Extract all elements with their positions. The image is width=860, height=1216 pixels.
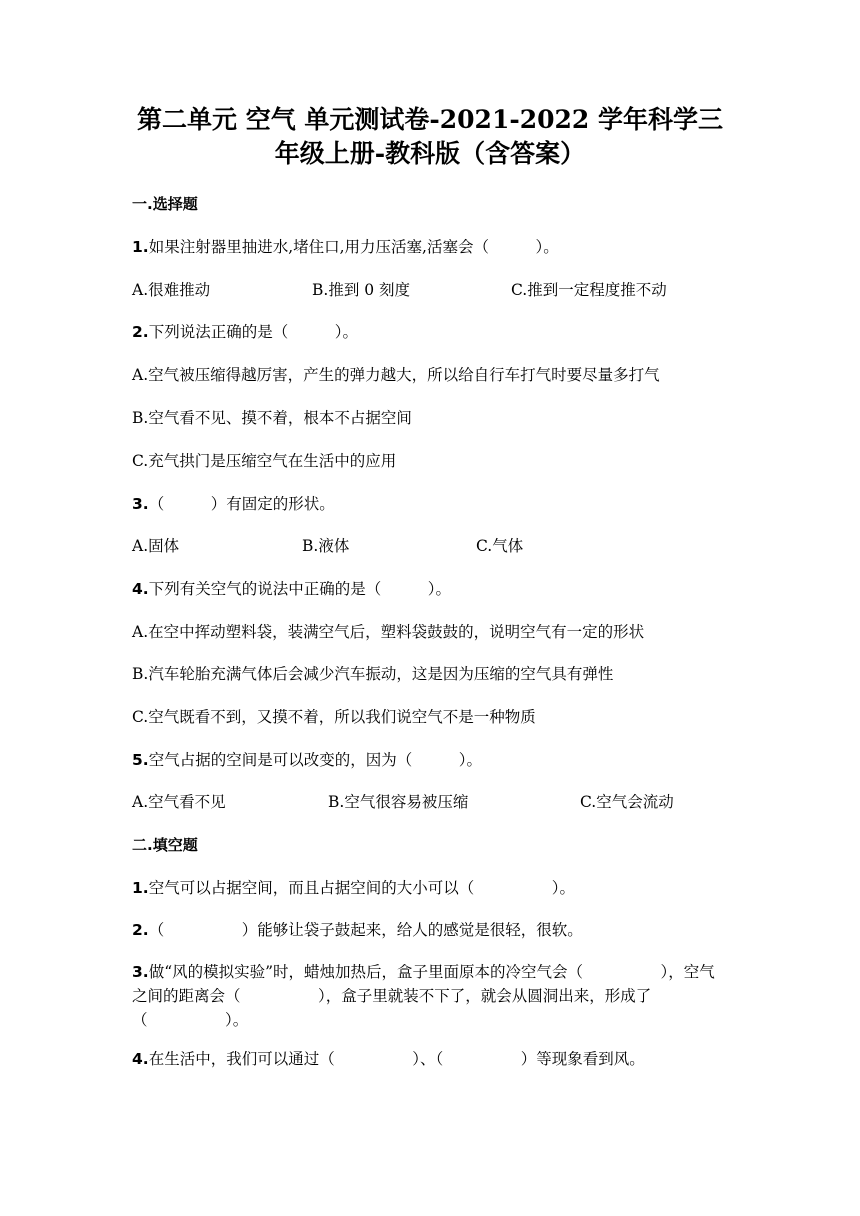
option-b: B.液体 bbox=[302, 537, 350, 555]
option-c: C.气体 bbox=[476, 537, 524, 555]
question-number: 5. bbox=[132, 751, 149, 769]
option-a: A.很难推动 bbox=[132, 281, 211, 299]
section-heading-fill: 二.填空题 bbox=[132, 836, 198, 854]
question-number: 4. bbox=[132, 1050, 149, 1068]
question-number: 2. bbox=[132, 323, 149, 341]
option-b: B.推到 0 刻度 bbox=[312, 281, 411, 299]
section-heading-choice: 一.选择题 bbox=[132, 195, 198, 213]
option-b: B.空气很容易被压缩 bbox=[328, 793, 469, 811]
question-number: 3. bbox=[132, 495, 149, 513]
question-text: 空气占据的空间是可以改变的，因为（ ）。 bbox=[148, 751, 482, 769]
question-number: 1. bbox=[132, 238, 149, 256]
question-text: （ ）有固定的形状。 bbox=[148, 495, 335, 513]
title-line-2: 年级上册-教科版（含答案） bbox=[274, 139, 586, 168]
fill-question-4 bbox=[132, 1048, 772, 1070]
option-a: A.固体 bbox=[132, 537, 180, 555]
question-5 bbox=[132, 749, 772, 771]
question-2 bbox=[132, 321, 772, 343]
question-1 bbox=[132, 236, 772, 258]
option-b: B.汽车轮胎充满气体后会减少汽车振动，这是因为压缩的空气具有弹性 bbox=[132, 665, 614, 683]
question-4 bbox=[132, 578, 772, 600]
question-text: 在生活中，我们可以通过（ ）、（ ）等现象看到风。 bbox=[148, 1050, 645, 1068]
question-number: 2. bbox=[132, 921, 149, 939]
option-c: C.充气拱门是压缩空气在生活中的应用 bbox=[132, 452, 397, 470]
document-title bbox=[60, 103, 800, 171]
option-a: A.空气看不见 bbox=[132, 793, 226, 811]
title-line-1: 第二单元 空气 单元测试卷-2021-2022 学年科学三 bbox=[136, 105, 724, 134]
option-c: C.空气既看不到，又摸不着，所以我们说空气不是一种物质 bbox=[132, 708, 536, 726]
question-text: 空气可以占据空间，而且占据空间的大小可以（ ）。 bbox=[148, 879, 575, 897]
question-text: 如果注射器里抽进水,堵住口,用力压活塞,活塞会（ ）。 bbox=[148, 238, 559, 256]
question-number: 1. bbox=[132, 879, 149, 897]
option-b: B.空气看不见、摸不着，根本不占据空间 bbox=[132, 409, 412, 427]
question-number: 4. bbox=[132, 580, 149, 598]
option-a: A.在空中挥动塑料袋，装满空气后，塑料袋鼓鼓的，说明空气有一定的形状 bbox=[132, 623, 645, 641]
option-a: A.空气被压缩得越厉害，产生的弹力越大，所以给自行车打气时要尽量多打气 bbox=[132, 366, 660, 384]
question-number: 3. bbox=[132, 963, 149, 981]
question-text: 做“风的模拟实验”时，蜡烛加热后，盒子里面原本的冷空气会（ ），空气之间的距离会（ ），盒子里就装不下了，就会从圆洞出来，形成了（ ）。 bbox=[132, 963, 715, 1029]
question-3 bbox=[132, 493, 772, 515]
option-c: C.空气会流动 bbox=[580, 793, 674, 811]
question-text: 下列说法正确的是（ ）。 bbox=[148, 323, 358, 341]
fill-question-3 bbox=[132, 960, 722, 1032]
fill-question-2 bbox=[132, 919, 772, 941]
fill-question-1 bbox=[132, 877, 772, 899]
option-c: C.推到一定程度推不动 bbox=[511, 281, 667, 299]
question-text: 下列有关空气的说法中正确的是（ ）。 bbox=[148, 580, 451, 598]
question-text: （ ）能够让袋子鼓起来，给人的感觉是很轻，很软。 bbox=[148, 921, 583, 939]
